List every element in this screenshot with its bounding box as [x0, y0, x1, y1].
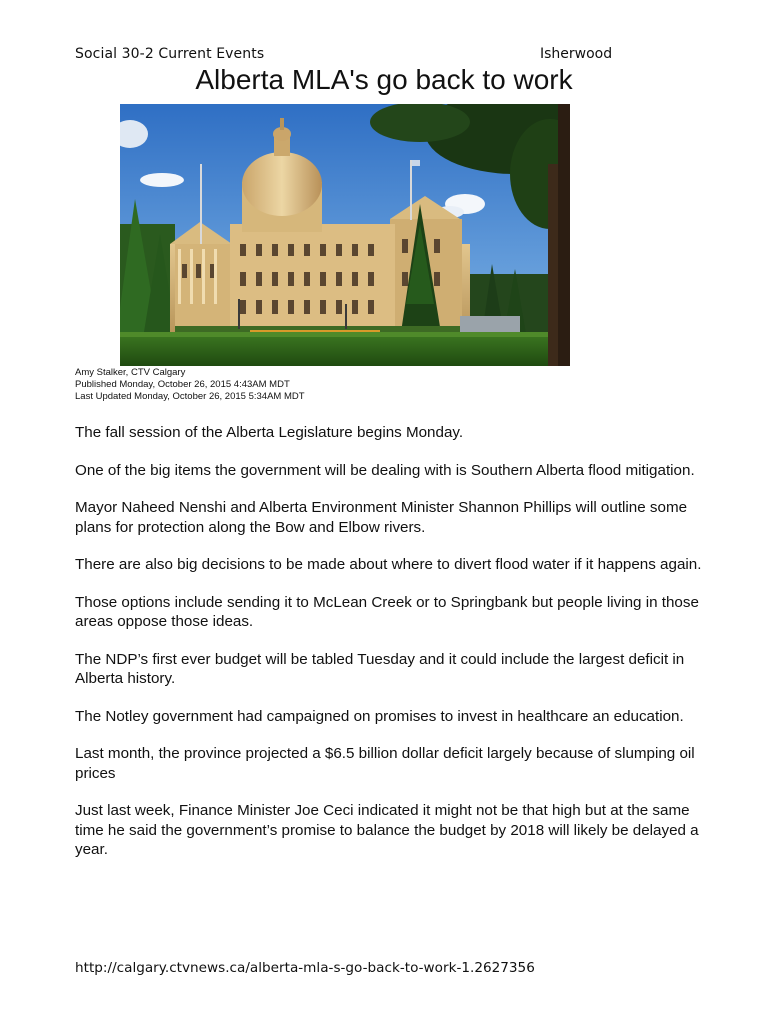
- article-paragraph: The Notley government had campaigned on promises to invest in healthcare an education.: [75, 707, 684, 725]
- legislature-photo: [120, 104, 570, 366]
- article-paragraph: Just last week, Finance Minister Joe Ceci indicated it might not be that high but at the same time he said the government’s promise to balance the budget by 2018 will likely be delayed a year.: [75, 802, 699, 858]
- article-paragraph: Mayor Naheed Nenshi and Alberta Environment Minister Shannon Phillips will outline some plans for protection along the Bow and Elbow rivers.: [75, 499, 688, 536]
- published-date: Published Monday, October 26, 2015 4:43AM MDT: [75, 379, 290, 390]
- article-paragraph: Those options include sending it to McLean Creek or to Springbank but people living in those areas oppose those ideas.: [75, 593, 699, 630]
- article-paragraph: One of the big items the government will be dealing with is Southern Alberta flood mitigation.: [75, 461, 695, 479]
- author-name: Isherwood: [540, 46, 613, 62]
- source-link[interactable]: http://calgary.ctvnews.ca/alberta-mla-s-go-back-to-work-1.2627356: [75, 960, 535, 976]
- article-paragraph: The fall session of the Alberta Legislature begins Monday.: [75, 424, 464, 441]
- updated-date: Last Updated Monday, October 26, 2015 5:34AM MDT: [75, 391, 305, 402]
- article-paragraph: There are also big decisions to be made about where to divert flood water if it happens again.: [75, 556, 702, 573]
- article-paragraph: Last month, the province projected a $6.5 billion dollar deficit largely because of slumping oil prices: [75, 745, 695, 782]
- article-paragraph: The NDP’s first ever budget will be tabled Tuesday and it could include the largest deficit in Alberta history.: [75, 650, 685, 687]
- reporter-credit: Amy Stalker, CTV Calgary: [75, 367, 186, 378]
- article-body: [75, 423, 705, 878]
- article-title: Alberta MLA's go back to work: [195, 64, 573, 95]
- byline: [75, 367, 305, 403]
- course-label: Social 30-2 Current Events: [75, 46, 265, 62]
